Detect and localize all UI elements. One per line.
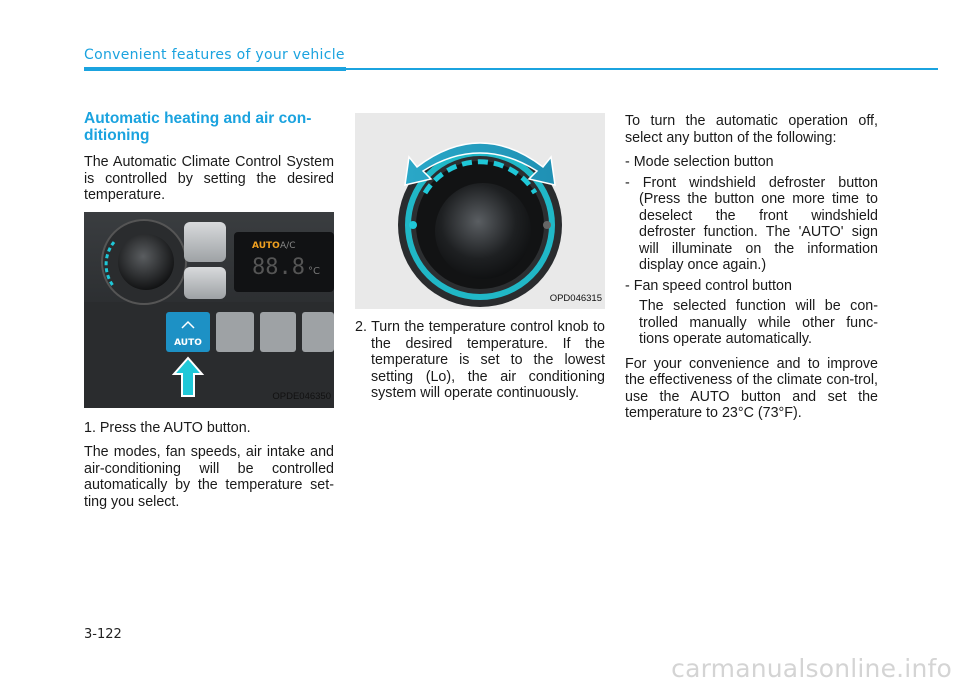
column-3 xyxy=(625,113,878,430)
auto-button-label: AUTO xyxy=(174,337,202,348)
column-1 xyxy=(84,110,334,518)
temperature-knob-illustration xyxy=(355,113,605,309)
column-2 xyxy=(355,113,605,410)
step-2: 2. Turn the temperature control knob to the desired temperature. If the temperature is set to the lowest setting (Lo), the air conditioning system will operate continuously. xyxy=(355,319,605,401)
list-item: - Mode selection button xyxy=(625,154,774,170)
figure-code-2: OPD046315 xyxy=(549,292,602,304)
section-title-text: Automatic heating and air con- ditioning xyxy=(84,110,312,144)
section-title xyxy=(84,110,334,144)
off-intro: To turn the automatic operation off, select any button of the following: xyxy=(625,113,878,146)
climate-panel-illustration xyxy=(84,212,334,408)
figure-code-1: OPDE046350 xyxy=(272,391,331,402)
step-1: 1. Press the AUTO button. xyxy=(84,419,251,436)
display-unit-text: °C xyxy=(308,265,320,277)
section-header: Convenient features of your vehicle xyxy=(84,47,345,63)
display-ac-text: A/C xyxy=(280,240,296,251)
watermark: carmanualsonline.info xyxy=(671,654,952,683)
display-temp-text: 88.8 xyxy=(252,254,305,280)
page-number: 3-122 xyxy=(84,627,122,642)
header-rule-thin xyxy=(346,68,938,70)
list-item: - Fan speed control button xyxy=(625,277,792,294)
display-auto-text: AUTO xyxy=(252,240,280,251)
list-item: - Front windshield defroster button (Press the button one more time to deselect the front windshield defroster function. The 'AUTO' sign will illuminate on the information display once again.) xyxy=(625,174,878,273)
step-1-body: The modes, fan speeds, air intake and air-conditioning will be controlled automatically by the temperature set-ting you select. xyxy=(84,444,334,510)
header-rule-thick xyxy=(84,67,346,71)
temperature-knob-figure xyxy=(355,113,605,309)
closing-paragraph: For your convenience and to improve the effectiveness of the climate con-trol, use the AUTO button and set the temperature to 23°C (73°F). xyxy=(625,355,878,421)
auto-button-figure xyxy=(84,212,334,408)
intro-paragraph: The Automatic Climate Control System is controlled by setting the desired temperature. xyxy=(84,154,334,203)
list-item-note: The selected function will be con-trolled manually while other func-tions operate automatically. xyxy=(639,298,878,347)
